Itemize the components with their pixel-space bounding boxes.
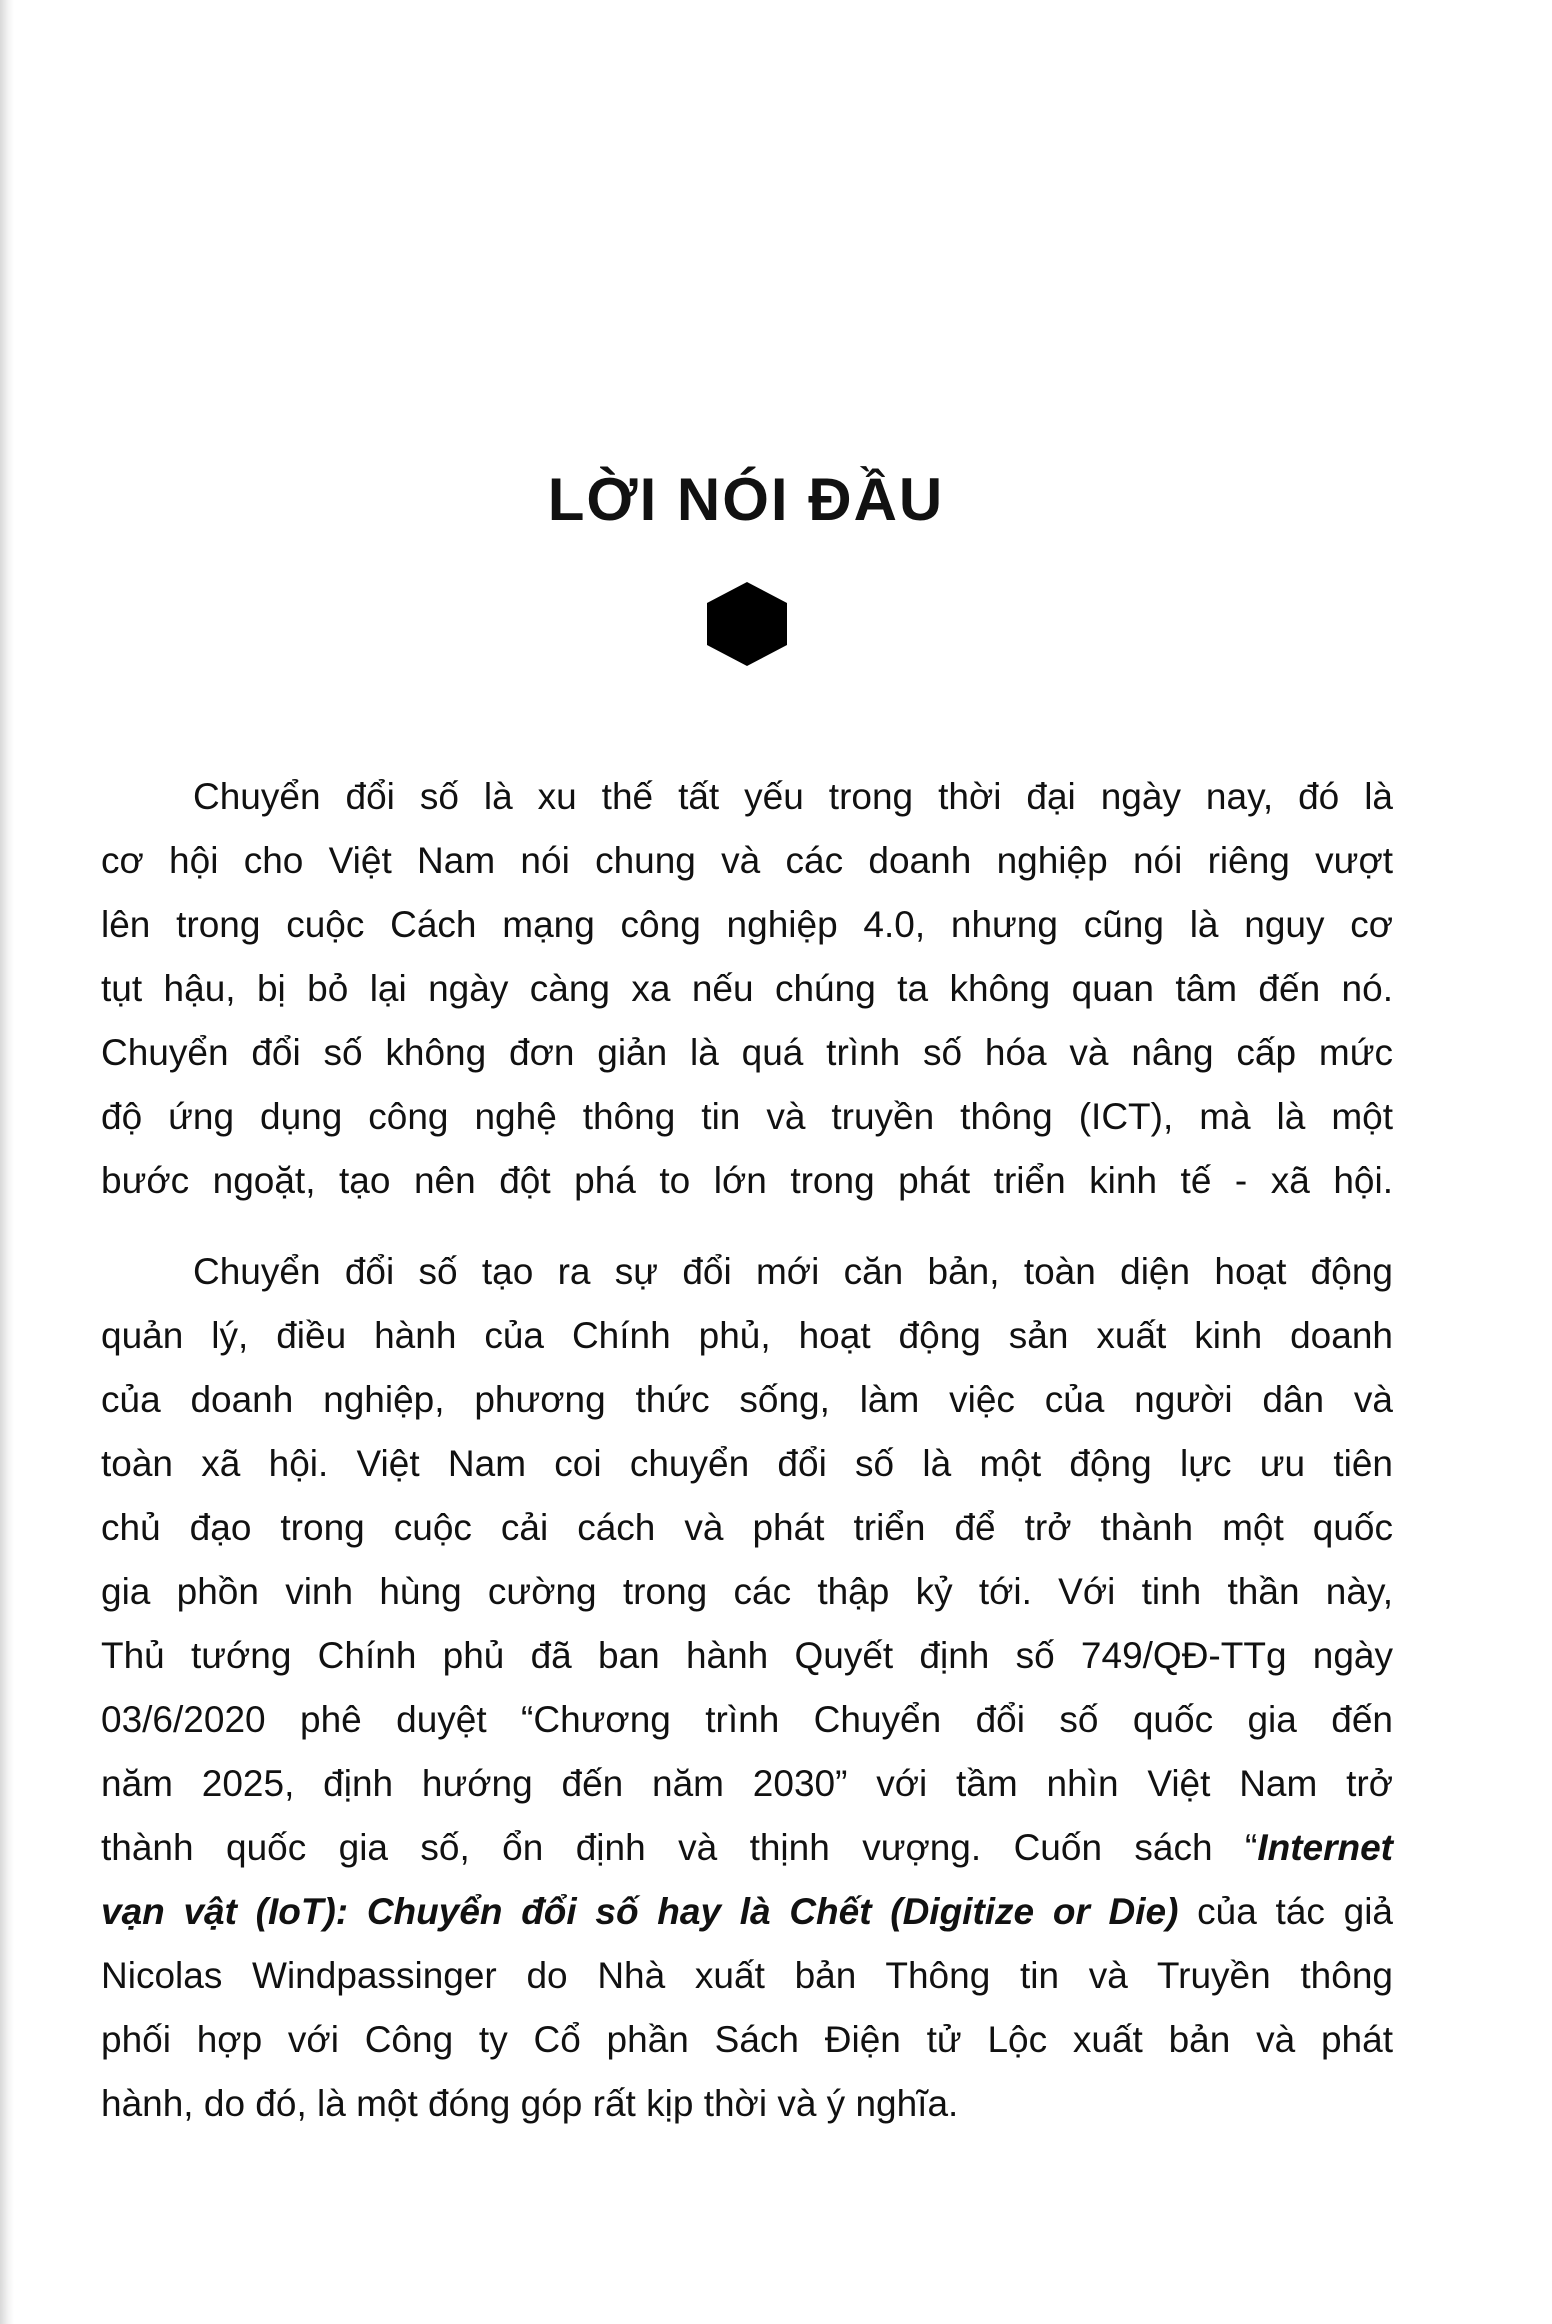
text-line: Chuyển đổi số là xu thế tất yếu trong thời đại ngày nay, đó là <box>193 776 1393 817</box>
text-line: chủ đạo trong cuộc cải cách và phát triển để trở thành một quốc <box>101 1507 1393 1548</box>
text-line: của doanh nghiệp, phương thức sống, làm việc của người dân và <box>101 1379 1393 1420</box>
text-line: Chuyển đổi số không đơn giản là quá trình số hóa và nâng cấp mức <box>101 1032 1393 1073</box>
hexagon-icon <box>704 582 790 666</box>
page-title: LỜI NÓI ĐẦU <box>547 466 945 534</box>
text-line: phối hợp với Công ty Cổ phần Sách Điện tử Lộc xuất bản và phát <box>101 2019 1393 2060</box>
text-line-book-title-start <box>101 1816 1393 1880</box>
text-line: Chuyển đổi số tạo ra sự đổi mới căn bản, toàn diện hoạt động <box>193 1251 1393 1292</box>
text-line: hành, do đó, là một đóng góp rất kịp thời và ý nghĩa. <box>101 2083 959 2124</box>
text-run: thành quốc gia số, ổn định và thịnh vượng. Cuốn sách “ <box>101 1827 1258 1868</box>
text-line: quản lý, điều hành của Chính phủ, hoạt động sản xuất kinh doanh <box>101 1315 1393 1356</box>
text-line: 03/6/2020 phê duyệt “Chương trình Chuyển đổi số quốc gia đến <box>101 1699 1393 1740</box>
text-line: Nicolas Windpassinger do Nhà xuất bản Thông tin và Truyền thông <box>101 1955 1393 1996</box>
paragraph-2 <box>101 1240 1393 2136</box>
text-line: tụt hậu, bị bỏ lại ngày càng xa nếu chúng ta không quan tâm đến nó. <box>101 968 1393 1009</box>
paragraph-1 <box>101 765 1393 1213</box>
text-line: lên trong cuộc Cách mạng công nghiệp 4.0, nhưng cũng là nguy cơ <box>101 904 1393 945</box>
book-title-emphasis: vạn vật (IoT): Chuyển đổi số hay là Chết (Digitize or Die) <box>101 1891 1179 1932</box>
scan-edge-shadow <box>0 0 14 2324</box>
text-run: của tác giả <box>1178 1891 1393 1932</box>
text-line: toàn xã hội. Việt Nam coi chuyển đổi số là một động lực ưu tiên <box>101 1443 1393 1484</box>
text-line-book-title-end <box>101 1880 1393 1944</box>
text-line: gia phồn vinh hùng cường trong các thập kỷ tới. Với tinh thần này, <box>101 1571 1393 1612</box>
text-line: Thủ tướng Chính phủ đã ban hành Quyết định số 749/QĐ-TTg ngày <box>101 1635 1393 1676</box>
book-title-emphasis: Internet <box>1257 1827 1393 1868</box>
text-line: năm 2025, định hướng đến năm 2030” với tầm nhìn Việt Nam trở <box>101 1763 1393 1804</box>
text-line: bước ngoặt, tạo nên đột phá to lớn trong phát triển kinh tế - xã hội. <box>101 1160 1393 1201</box>
text-line: cơ hội cho Việt Nam nói chung và các doanh nghiệp nói riêng vượt <box>101 840 1393 881</box>
text-line: độ ứng dụng công nghệ thông tin và truyền thông (ICT), mà là một <box>101 1096 1393 1137</box>
